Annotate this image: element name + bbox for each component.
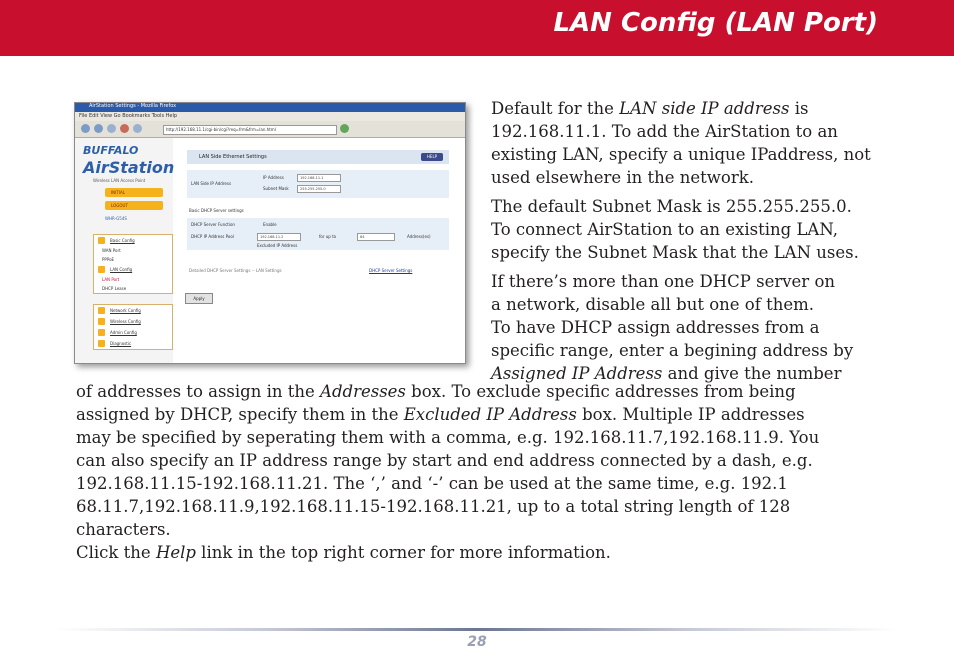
dhcp-server-link: DHCP Server Settings [369, 268, 413, 273]
go-icon [340, 124, 349, 133]
lan-ip-row [187, 170, 449, 198]
back-icon [81, 124, 90, 133]
page-number: 28 [467, 634, 487, 650]
dhcp-settings-heading: Basic DHCP Server settings [189, 208, 244, 213]
paragraph-subnet [491, 195, 911, 264]
paragraph-excluded [76, 380, 896, 541]
dhcp-function-label: DHCP Server Function [191, 222, 235, 227]
help-button: HELP [421, 153, 443, 161]
p4-text: of addresses to assign in the [76, 382, 321, 401]
menu-lan-port: LAN Port [102, 277, 120, 282]
airstation-logo: AirStation [83, 158, 175, 177]
logout-button: LOGOUT [105, 201, 163, 210]
settings-main-panel [173, 138, 465, 363]
dhcp-row [187, 218, 449, 250]
p1-italic-term: LAN side IP address [619, 99, 790, 118]
p2-line: To connect AirStation to an existing LAN, [491, 220, 838, 239]
p1-text: Default for the [491, 99, 620, 118]
browser-title-text: AirStation Settings - Mozilla Firefox [89, 103, 177, 109]
p4-line: characters. [76, 520, 171, 539]
p1-line: existing LAN, specify a unique IPaddress, not [491, 145, 871, 164]
extended-settings-text: Detailed DHCP Server Settings -- LAN Settings [189, 268, 282, 273]
p3-line: a network, disable all but one of them. [491, 295, 814, 314]
menu-network-config: Network Config [94, 305, 172, 316]
p4-line: may be specified by seperating them with a comma, e.g. 192.168.11.7,192.168.11.9. You [76, 428, 820, 447]
menu-diagnostic: Diagnostic [94, 338, 172, 349]
dhcp-function-value: Enable [263, 222, 277, 227]
p5-text: link in the top right corner for more information. [195, 543, 611, 562]
section-title-text: LAN Side Ethernet Settings [199, 154, 267, 160]
p2-line: specify the Subnet Mask that the LAN uses. [491, 243, 859, 262]
subnet-field: 255.255.255.0 [297, 185, 341, 193]
apply-button: Apply [185, 293, 213, 304]
menu-admin-config: Admin Config [94, 327, 172, 338]
section-title [187, 150, 449, 164]
ip-address-label: IP Address [263, 175, 284, 180]
menu-pppoe: PPPoE [102, 257, 115, 262]
paragraph-dhcp [491, 270, 911, 385]
p4-italic-term: Excluded IP Address [403, 405, 577, 424]
p4-line: 192.168.11.15-192.168.11.21. The ‘,’ and ‘-’ can be used at the same time, e.g. 192.1 [76, 474, 788, 493]
browser-content [75, 138, 465, 363]
dhcp-pool-label: DHCP IP Address Pool [191, 234, 234, 239]
p1-line: used elsewhere in the network. [491, 168, 754, 187]
subnet-label: Subnet Mask [263, 186, 289, 191]
browser-title-bar [75, 103, 465, 112]
dhcp-count-field: 64 [357, 233, 395, 241]
menu-dhcp-lease: DHCP Lease [102, 286, 127, 291]
dhcp-pool-field: 192.168.11.2 [257, 233, 301, 241]
p4-line: 68.11.7,192.168.11.9,192.168.11.15-192.168.11.21, up to a total string length of 128 [76, 497, 791, 516]
footer-divider [56, 628, 898, 631]
page-title: LAN Config (LAN Port) [553, 8, 878, 38]
p3-italic-term: Assigned IP Address [491, 364, 663, 383]
p4-text: box. Multiple IP addresses [576, 405, 805, 424]
menu-lan-config: LAN Config [94, 264, 172, 275]
buffalo-logo: BUFFALO [83, 144, 139, 157]
p4-text: assigned by DHCP, specify them in the [76, 405, 404, 424]
logo-subtitle: Wireless LAN Access Point [93, 178, 146, 183]
p5-text: Click the [76, 543, 156, 562]
address-bar: http://192.168.11.1/cgi-bin/cgi?req=frm&frm=lan.html [163, 125, 337, 135]
ip-address-field: 192.168.11.1 [297, 174, 341, 182]
dhcp-unit-label: Address(es) [407, 234, 431, 239]
initial-button: INITIAL [105, 188, 163, 197]
p4-italic-term: Addresses [320, 382, 406, 401]
menu-group-advanced [93, 304, 173, 350]
p2-line: The default Subnet Mask is 255.255.255.0. [491, 197, 852, 216]
help-term: Help [155, 543, 196, 562]
page-header-bar [0, 0, 954, 56]
forward-icon [94, 124, 103, 133]
menu-wan-port: WAN Port [102, 248, 121, 253]
home-icon [133, 124, 142, 133]
excluded-label: Excluded IP Address [257, 243, 298, 248]
browser-menu-bar [75, 112, 465, 121]
paragraph-lan-ip [491, 97, 911, 189]
menu-group-basic [93, 234, 173, 294]
paragraph-help [76, 541, 896, 564]
p1-text: is [789, 99, 809, 118]
model-name: WHR-G54S [105, 216, 127, 221]
p3-line: To have DHCP assign addresses from a [491, 318, 820, 337]
p4-line: can also specify an IP address range by start and end address connected by a dash, e.g. [76, 451, 813, 470]
stop-icon [120, 124, 129, 133]
dhcp-count-label: for up to [319, 234, 337, 239]
airstation-screenshot [74, 102, 466, 364]
settings-sidebar [75, 138, 173, 363]
browser-menu-text: File Edit View Go Bookmarks Tools Help [79, 113, 178, 119]
reload-icon [107, 124, 116, 133]
lan-ip-label: LAN Side IP Address [191, 181, 232, 186]
p3-line: specific range, enter a begining address by [491, 341, 854, 360]
browser-toolbar [75, 121, 465, 138]
p3-line: If there’s more than one DHCP server on [491, 272, 836, 291]
menu-basic-config: Basic Config [94, 235, 172, 246]
p3-text: and give the number [662, 364, 842, 383]
p1-line: 192.168.11.1. To add the AirStation to an [491, 122, 838, 141]
menu-wireless-config: Wireless Config [94, 316, 172, 327]
p4-text: box. To exclude specific addresses from being [405, 382, 796, 401]
